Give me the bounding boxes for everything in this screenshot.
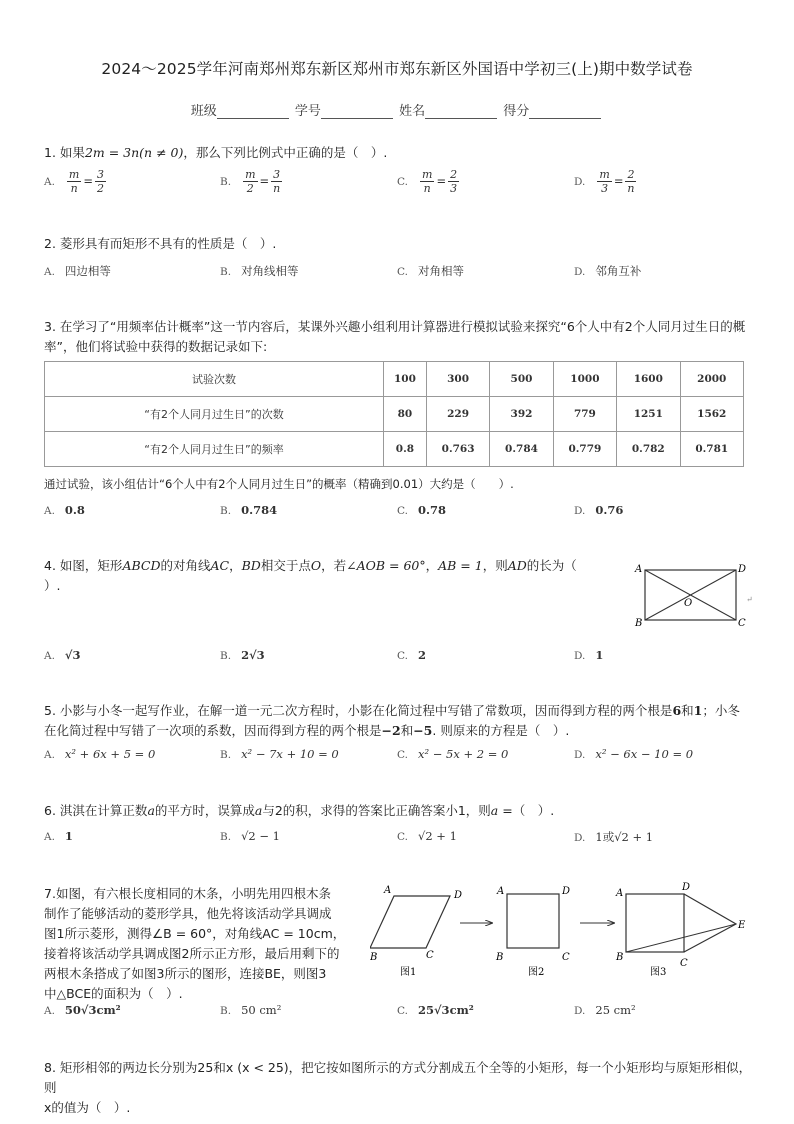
svg-text:C: C — [426, 950, 434, 961]
field-id-label: 学号 — [294, 104, 321, 119]
question-8: 8. 矩形相邻的两边长分别为25和x (x < 25)，把它按如图所示的方式分割成五个全等的小矩形，每一个小矩形均与原矩形相似，则 x的值为（ ）. — [44, 1060, 752, 1115]
field-score-blank[interactable] — [529, 104, 601, 119]
field-name-label: 姓名 — [399, 104, 426, 119]
svg-text:D: D — [682, 882, 691, 893]
q7-option-c[interactable]: C. 25√3cm² — [397, 1003, 474, 1017]
svg-text:C: C — [680, 958, 688, 969]
table-cell: 0.781 — [680, 432, 743, 467]
q3-option-b[interactable]: B. 0.784 — [220, 503, 278, 517]
svg-text:A: A — [384, 885, 392, 896]
table-row-header: “有2个人同月过生日”的频率 — [45, 432, 384, 467]
q6-option-b[interactable]: B. √2 − 1 — [220, 829, 280, 843]
question-6: 6. 淇淇在计算正数a的平方时，误算成a与2的积，求得的答案比正确答案小1，则a =（ ）. — [44, 803, 555, 818]
figure-caption: 图3 — [650, 967, 667, 978]
page-title: 2024～2025学年河南郑州郑东新区郑州市郑东新区外国语中学初三(上)期中数学试卷 — [101, 60, 693, 78]
q3-option-c[interactable]: C. 0.78 — [397, 503, 447, 517]
table-row-header: “有2个人同月过生日”的次数 — [45, 397, 384, 432]
question-7: 7.如图，有六根长度相同的木条，小明先用四根木条 制作了能够活动的菱形学具，他先将该活动学具调成 图1所示菱形，测得∠B = 60°，对角线AC = 10cm， 接着将该活动学具调成图2所示正方形，最后用剩下的 两根木条搭成了如图3所示的图形，连接BE，则图3 中△BCE的面积为（ ）. — [44, 886, 346, 1001]
frequency-table — [44, 361, 744, 467]
q2-option-a[interactable]: A. 四边相等 — [44, 264, 111, 278]
q1-option-d[interactable]: D. $\frac{m}{3}$ = $\frac{2}{n}$ — [574, 168, 635, 195]
rectangle-figure — [630, 558, 756, 630]
table-row — [45, 397, 744, 432]
field-name-blank[interactable] — [425, 104, 497, 119]
table-cell: 1000 — [553, 362, 616, 397]
svg-text:E: E — [738, 920, 746, 931]
q7-option-b[interactable]: B. 50 cm² — [220, 1003, 282, 1017]
table-row-header: 试验次数 — [45, 362, 384, 397]
table-cell: 100 — [384, 362, 427, 397]
question-2 — [44, 234, 276, 254]
student-info-row — [0, 100, 794, 119]
table-cell: 80 — [384, 397, 427, 432]
table-cell: 779 — [553, 397, 616, 432]
square-shape — [626, 894, 684, 952]
question-number: 1. — [44, 145, 56, 160]
q5-option-b[interactable]: B. x² − 7x + 10 = 0 — [220, 747, 339, 761]
q2-option-b[interactable]: B. 对角线相等 — [220, 264, 299, 278]
question-4: 4. 如图，矩形ABCD的对角线AC，BD相交于点O，若∠AOB = 60°，AB = 1，则AD的长为（ ）. — [44, 558, 577, 593]
table-cell: 300 — [426, 362, 489, 397]
table-cell: 0.784 — [490, 432, 553, 467]
q2-option-c[interactable]: C. 对角相等 — [397, 264, 464, 278]
field-id-blank[interactable] — [321, 104, 393, 119]
table-row — [45, 362, 744, 397]
q7-option-a[interactable]: A. 50√3cm² — [44, 1003, 121, 1017]
question-text: ，那么下列比例式中正确的是（ ）. — [183, 145, 388, 160]
q1-option-a[interactable]: A. $\frac{m}{n}$ = $\frac{3}{2}$ — [44, 168, 104, 195]
q5-option-d[interactable]: D. x² − 6x − 10 = 0 — [574, 747, 694, 761]
vertex-label: D — [738, 564, 747, 575]
return-mark-icon: ↵ — [746, 595, 753, 604]
field-class-label: 班级 — [190, 104, 217, 119]
question-3 — [44, 317, 748, 357]
svg-text:C: C — [562, 952, 570, 963]
q4-option-b[interactable]: B. 2√3 — [220, 648, 265, 662]
q4-option-a[interactable]: A. √3 — [44, 648, 81, 662]
question-text: 菱形具有而矩形不具有的性质是（ ）. — [59, 236, 277, 251]
table-cell: 392 — [490, 397, 553, 432]
vertex-label: O — [684, 598, 693, 609]
table-cell: 229 — [426, 397, 489, 432]
math-expression: 2m = 3n(n ≠ 0) — [84, 145, 184, 160]
q1-option-b[interactable]: B. $\frac{m}{2}$ = $\frac{3}{n}$ — [220, 168, 281, 195]
svg-text:D: D — [454, 890, 463, 901]
question-number: 2. — [44, 236, 56, 251]
vertex-label: B — [635, 618, 643, 629]
table-cell: 2000 — [680, 362, 743, 397]
table-cell: 1600 — [617, 362, 680, 397]
table-cell: 0.779 — [553, 432, 616, 467]
q4-option-c[interactable]: C. 2 — [397, 648, 427, 662]
q5-option-c[interactable]: C. x² − 5x + 2 = 0 — [397, 747, 509, 761]
q2-option-d[interactable]: D. 邻角互补 — [574, 264, 642, 278]
q5-option-a[interactable]: A. x² + 6x + 5 = 0 — [44, 747, 156, 761]
figure-caption: 图1 — [400, 967, 417, 978]
q6-option-d[interactable]: D. 1或√2 + 1 — [574, 830, 654, 844]
svg-text:B: B — [616, 952, 624, 963]
table-cell: 0.8 — [384, 432, 427, 467]
figure-caption: 图2 — [528, 967, 545, 978]
table-row — [45, 432, 744, 467]
question-3-followup: 通过试验，该小组估计“6个人中有2个人同月过生日”的概率（精确到0.01）大约是（ ）. — [44, 477, 514, 491]
q4-option-d[interactable]: D. 1 — [574, 648, 604, 662]
question-1 — [44, 143, 387, 163]
svg-text:D: D — [562, 886, 571, 897]
question-5: 5. 小影与小冬一起写作业，在解一道一元二次方程时，小影在化简过程中写错了常数项，因而得到方程的两个根是6和1；小冬在化简过程中写错了一次项的系数，因而得到方程的两个根是−2和−5. 则原来的方程是（ ）. — [44, 703, 740, 738]
q1-option-c[interactable]: C. $\frac{m}{n}$ = $\frac{2}{3}$ — [397, 168, 458, 195]
table-cell: 500 — [490, 362, 553, 397]
table-cell: 0.763 — [426, 432, 489, 467]
square-shape — [507, 894, 559, 948]
field-class-blank[interactable] — [217, 104, 289, 119]
svg-text:A: A — [497, 886, 505, 897]
svg-text:B: B — [370, 952, 378, 963]
question-number: 3. — [44, 319, 56, 334]
vertex-label: A — [635, 564, 643, 575]
q6-option-c[interactable]: C. √2 + 1 — [397, 829, 457, 843]
q7-option-d[interactable]: D. 25 cm² — [574, 1003, 636, 1017]
svg-text:B: B — [496, 952, 504, 963]
table-cell: 1251 — [617, 397, 680, 432]
q6-option-a[interactable]: A. 1 — [44, 829, 73, 843]
wooden-sticks-figure — [370, 878, 754, 984]
svg-text:A: A — [616, 888, 624, 899]
field-score-label: 得分 — [503, 104, 530, 119]
question-text: 如果 — [59, 145, 85, 160]
rhombus-shape — [370, 896, 450, 948]
vertex-label: C — [738, 618, 746, 629]
q3-option-a[interactable]: A. 0.8 — [44, 503, 85, 517]
q3-option-d[interactable]: D. 0.76 — [574, 503, 624, 517]
table-cell: 1562 — [680, 397, 743, 432]
question-text: 在学习了“用频率估计概率”这一节内容后，某课外兴趣小组利用计算器进行模拟试验来探究“6个人中有2个人同月过生日的概率”，他们将试验中获得的数据记录如下: — [44, 319, 746, 354]
table-cell: 0.782 — [617, 432, 680, 467]
